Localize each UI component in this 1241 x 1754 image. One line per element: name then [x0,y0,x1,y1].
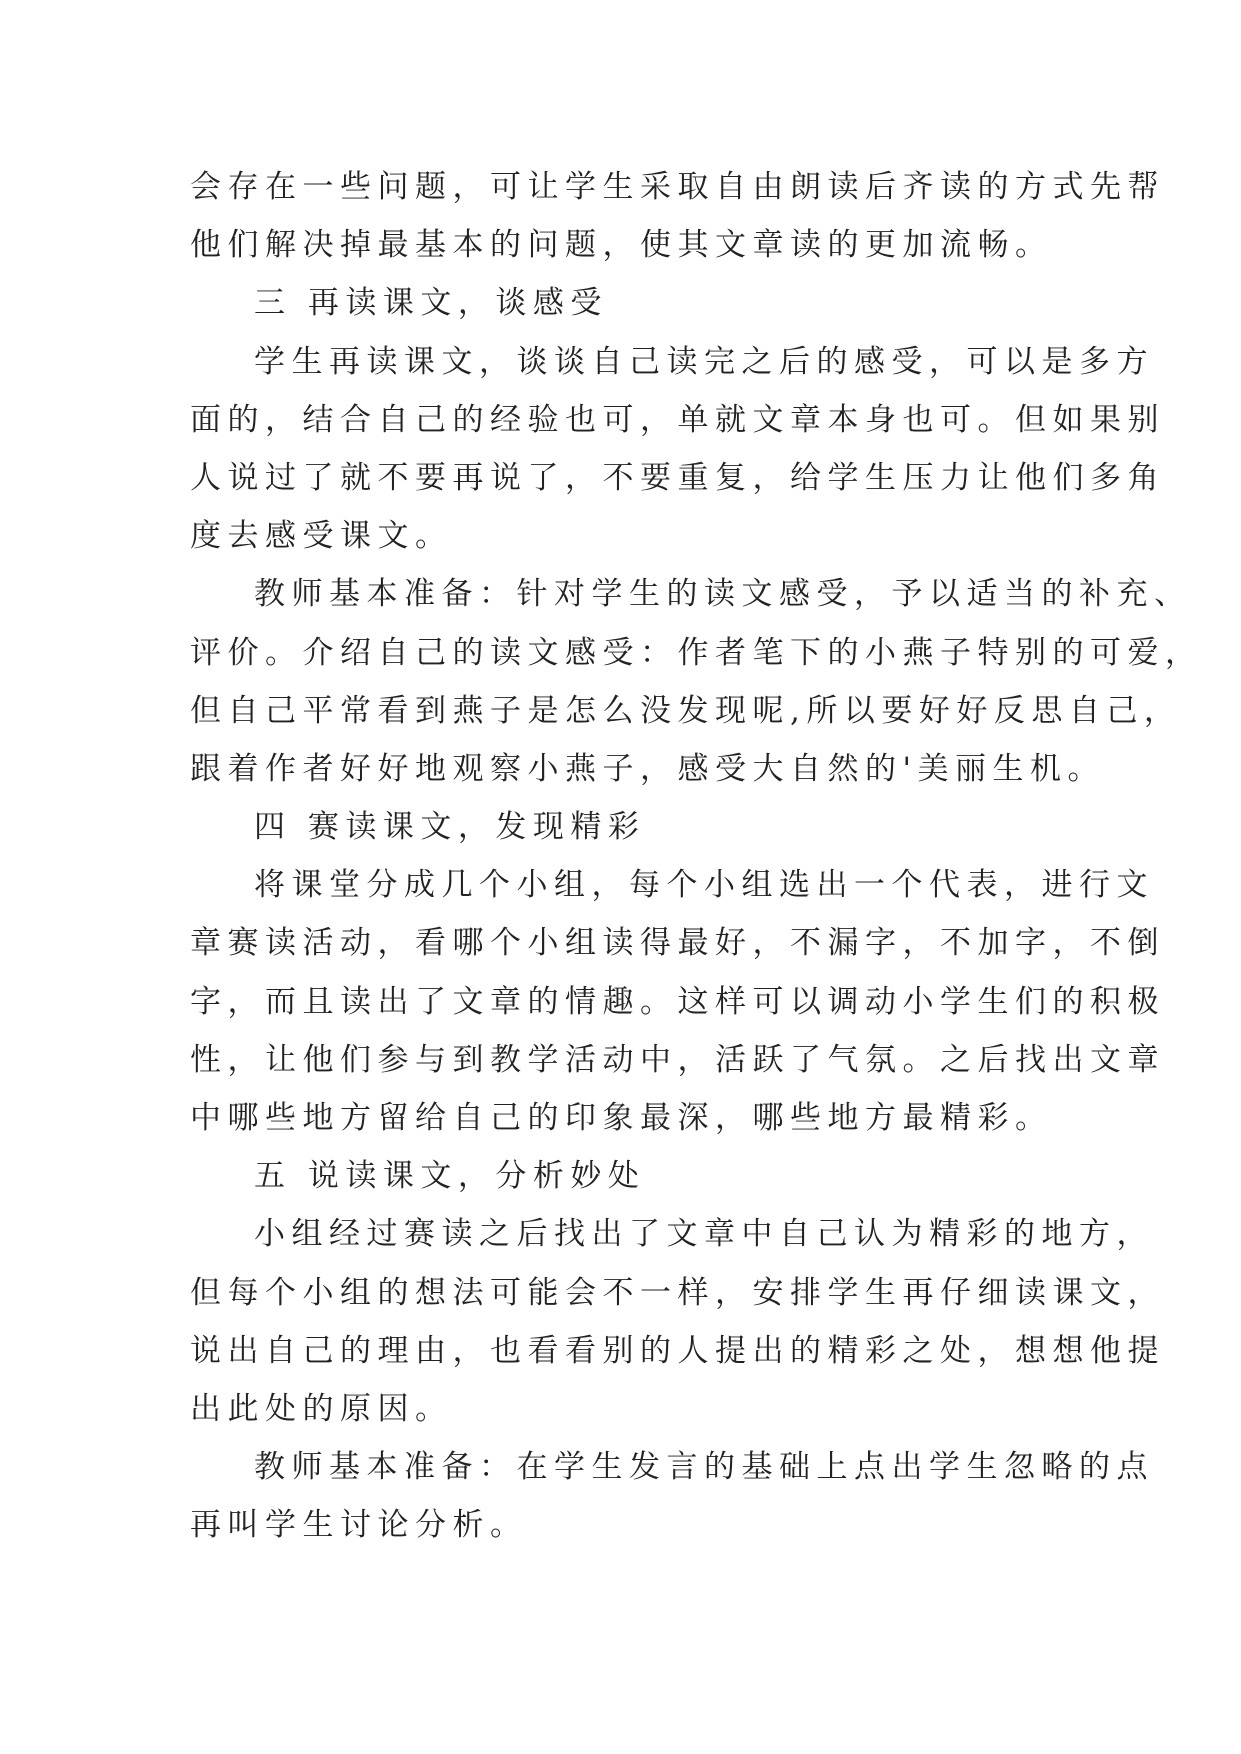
paragraph-line: 小组经过赛读之后找出了文章中自己认为精彩的地方， [254,1216,1154,1253]
section-heading: 五 说读课文，分析妙处 [254,1158,646,1195]
paragraph-line: 跟着作者好好地观察小燕子，感受大自然的'美丽生机。 [190,750,1106,787]
paragraph-line: 学生再读课文，谈谈自己读完之后的感受，可以是多方 [254,343,1154,380]
document-body [190,158,1203,1555]
paragraph-line: 说出自己的理由，也看看别的人提出的精彩之处，想想他提 [190,1332,1165,1369]
paragraph-line: 将课堂分成几个小组，每个小组选出一个代表，进行文 [254,867,1154,904]
paragraph-line: 章赛读活动，看哪个小组读得最好，不漏字，不加字，不倒 [190,925,1165,962]
section-heading: 三 再读课文，谈感受 [254,285,608,322]
paragraph-line: 性，让他们参与到教学活动中，活跃了气氛。之后找出文章 [190,1041,1165,1078]
paragraph-line: 评价。介绍自己的读文感受：作者笔下的小燕子特别的可爱， [190,634,1203,671]
paragraph-line: 教师基本准备：在学生发言的基础上点出学生忽略的点 [254,1449,1154,1486]
paragraph-line: 面的，结合自己的经验也可，单就文章本身也可。但如果别 [190,401,1165,438]
paragraph-line: 再叫学生讨论分析。 [190,1507,528,1544]
paragraph-line: 字，而且读出了文章的情趣。这样可以调动小学生们的积极 [190,983,1165,1020]
paragraph-line: 人说过了就不要再说了，不要重复，给学生压力让他们多角 [190,459,1165,496]
paragraph-line: 他们解决掉最基本的问题，使其文章读的更加流畅。 [190,227,1053,264]
section-heading: 四 赛读课文，发现精彩 [254,809,646,846]
paragraph-line: 会存在一些问题，可让学生采取自由朗读后齐读的方式先帮 [190,169,1165,205]
paragraph-line: 度去感受课文。 [190,518,453,555]
paragraph-line: 但自己平常看到燕子是怎么没发现呢,所以要好好反思自己， [190,692,1182,729]
paragraph-line: 中哪些地方留给自己的印象最深，哪些地方最精彩。 [190,1100,1053,1136]
paragraph-line: 出此处的原因。 [190,1390,453,1427]
paragraph-line: 教师基本准备：针对学生的读文感受，予以适当的补充、 [254,576,1192,613]
paragraph-line: 但每个小组的想法可能会不一样，安排学生再仔细读课文， [190,1274,1165,1311]
